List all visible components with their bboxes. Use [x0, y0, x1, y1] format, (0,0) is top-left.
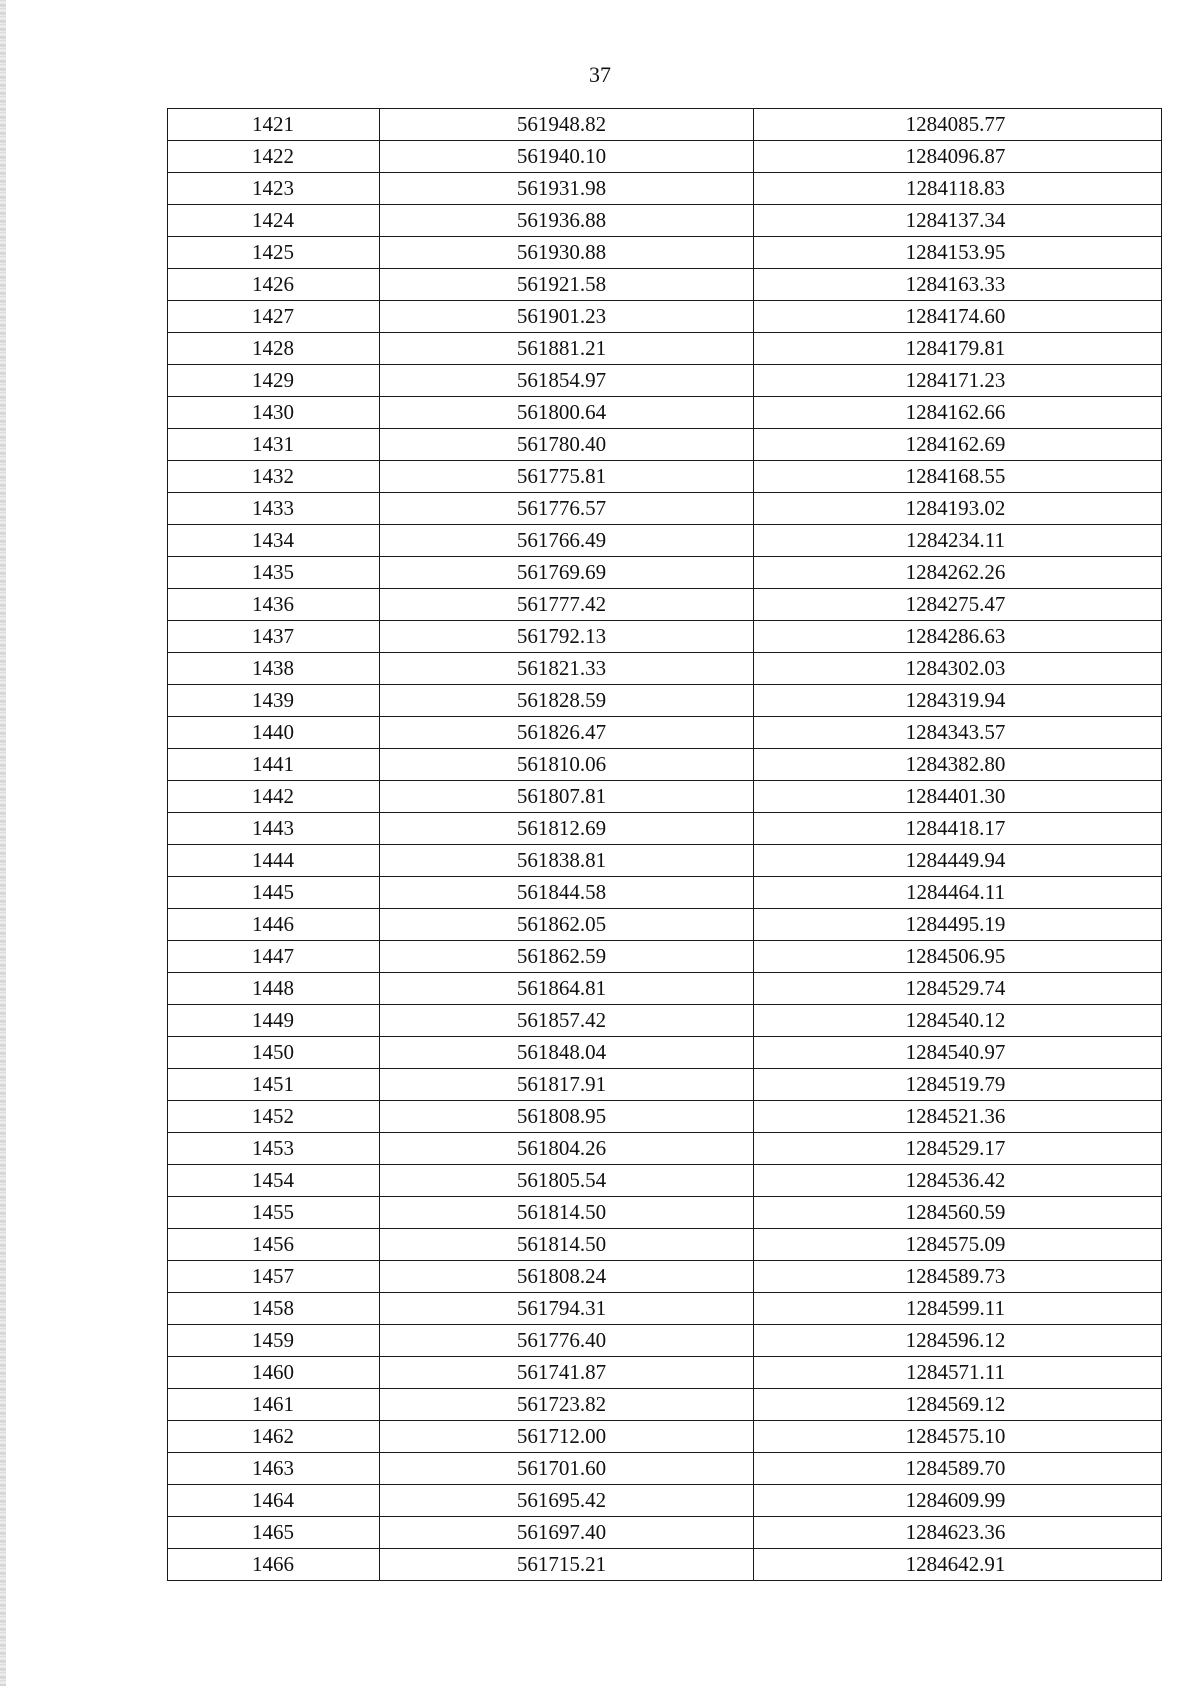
x-coordinate-cell: 561901.23	[380, 301, 754, 333]
x-coordinate-cell: 561864.81	[380, 973, 754, 1005]
table-row	[168, 749, 1162, 781]
x-coordinate-cell: 561810.06	[380, 749, 754, 781]
x-coordinate-cell: 561862.05	[380, 909, 754, 941]
y-coordinate-cell: 1284575.10	[754, 1421, 1162, 1453]
x-coordinate-cell: 561775.81	[380, 461, 754, 493]
table-row	[168, 781, 1162, 813]
table-row	[168, 1229, 1162, 1261]
point-number-cell: 1423	[168, 173, 380, 205]
y-coordinate-cell: 1284623.36	[754, 1517, 1162, 1549]
y-coordinate-cell: 1284234.11	[754, 525, 1162, 557]
table-row	[168, 1325, 1162, 1357]
point-number-cell: 1437	[168, 621, 380, 653]
x-coordinate-cell: 561807.81	[380, 781, 754, 813]
point-number-cell: 1439	[168, 685, 380, 717]
y-coordinate-cell: 1284506.95	[754, 941, 1162, 973]
x-coordinate-cell: 561780.40	[380, 429, 754, 461]
table-row	[168, 653, 1162, 685]
point-number-cell: 1460	[168, 1357, 380, 1389]
point-number-cell: 1445	[168, 877, 380, 909]
y-coordinate-cell: 1284589.73	[754, 1261, 1162, 1293]
x-coordinate-cell: 561817.91	[380, 1069, 754, 1101]
y-coordinate-cell: 1284401.30	[754, 781, 1162, 813]
point-number-cell: 1466	[168, 1549, 380, 1581]
y-coordinate-cell: 1284609.99	[754, 1485, 1162, 1517]
y-coordinate-cell: 1284085.77	[754, 109, 1162, 141]
table-row	[168, 685, 1162, 717]
y-coordinate-cell: 1284343.57	[754, 717, 1162, 749]
point-number-cell: 1438	[168, 653, 380, 685]
x-coordinate-cell: 561940.10	[380, 141, 754, 173]
point-number-cell: 1461	[168, 1389, 380, 1421]
point-number-cell: 1440	[168, 717, 380, 749]
y-coordinate-cell: 1284449.94	[754, 845, 1162, 877]
scan-edge	[0, 0, 6, 1686]
point-number-cell: 1436	[168, 589, 380, 621]
y-coordinate-cell: 1284171.23	[754, 365, 1162, 397]
y-coordinate-cell: 1284193.02	[754, 493, 1162, 525]
x-coordinate-cell: 561695.42	[380, 1485, 754, 1517]
point-number-cell: 1453	[168, 1133, 380, 1165]
y-coordinate-cell: 1284286.63	[754, 621, 1162, 653]
point-number-cell: 1433	[168, 493, 380, 525]
x-coordinate-cell: 561723.82	[380, 1389, 754, 1421]
table-row	[168, 141, 1162, 173]
x-coordinate-cell: 561931.98	[380, 173, 754, 205]
table-row	[168, 621, 1162, 653]
x-coordinate-cell: 561930.88	[380, 237, 754, 269]
page-number: 37	[589, 62, 611, 87]
point-number-cell: 1454	[168, 1165, 380, 1197]
y-coordinate-cell: 1284275.47	[754, 589, 1162, 621]
table-row	[168, 109, 1162, 141]
y-coordinate-cell: 1284599.11	[754, 1293, 1162, 1325]
table-row	[168, 237, 1162, 269]
point-number-cell: 1431	[168, 429, 380, 461]
table-row	[168, 1453, 1162, 1485]
point-number-cell: 1446	[168, 909, 380, 941]
y-coordinate-cell: 1284529.74	[754, 973, 1162, 1005]
y-coordinate-cell: 1284495.19	[754, 909, 1162, 941]
y-coordinate-cell: 1284163.33	[754, 269, 1162, 301]
x-coordinate-cell: 561776.57	[380, 493, 754, 525]
table-row	[168, 877, 1162, 909]
x-coordinate-cell: 561805.54	[380, 1165, 754, 1197]
y-coordinate-cell: 1284464.11	[754, 877, 1162, 909]
table-row	[168, 1293, 1162, 1325]
table-row	[168, 909, 1162, 941]
point-number-cell: 1432	[168, 461, 380, 493]
table-row	[168, 717, 1162, 749]
table-row	[168, 1357, 1162, 1389]
point-number-cell: 1449	[168, 1005, 380, 1037]
x-coordinate-cell: 561921.58	[380, 269, 754, 301]
x-coordinate-cell: 561808.24	[380, 1261, 754, 1293]
point-number-cell: 1459	[168, 1325, 380, 1357]
table-row	[168, 205, 1162, 237]
x-coordinate-cell: 561844.58	[380, 877, 754, 909]
y-coordinate-cell: 1284575.09	[754, 1229, 1162, 1261]
y-coordinate-cell: 1284642.91	[754, 1549, 1162, 1581]
point-number-cell: 1435	[168, 557, 380, 589]
y-coordinate-cell: 1284118.83	[754, 173, 1162, 205]
table-row	[168, 813, 1162, 845]
table-row	[168, 973, 1162, 1005]
y-coordinate-cell: 1284137.34	[754, 205, 1162, 237]
x-coordinate-cell: 561777.42	[380, 589, 754, 621]
x-coordinate-cell: 561804.26	[380, 1133, 754, 1165]
point-number-cell: 1450	[168, 1037, 380, 1069]
point-number-cell: 1444	[168, 845, 380, 877]
table-row	[168, 397, 1162, 429]
y-coordinate-cell: 1284521.36	[754, 1101, 1162, 1133]
table-row	[168, 429, 1162, 461]
x-coordinate-cell: 561769.69	[380, 557, 754, 589]
x-coordinate-cell: 561776.40	[380, 1325, 754, 1357]
y-coordinate-cell: 1284162.69	[754, 429, 1162, 461]
x-coordinate-cell: 561712.00	[380, 1421, 754, 1453]
y-coordinate-cell: 1284302.03	[754, 653, 1162, 685]
x-coordinate-cell: 561821.33	[380, 653, 754, 685]
coordinates-table-body	[168, 109, 1162, 1581]
x-coordinate-cell: 561792.13	[380, 621, 754, 653]
x-coordinate-cell: 561936.88	[380, 205, 754, 237]
point-number-cell: 1429	[168, 365, 380, 397]
table-row	[168, 1037, 1162, 1069]
y-coordinate-cell: 1284262.26	[754, 557, 1162, 589]
point-number-cell: 1455	[168, 1197, 380, 1229]
table-row	[168, 173, 1162, 205]
table-row	[168, 333, 1162, 365]
y-coordinate-cell: 1284536.42	[754, 1165, 1162, 1197]
y-coordinate-cell: 1284540.97	[754, 1037, 1162, 1069]
point-number-cell: 1462	[168, 1421, 380, 1453]
table-row	[168, 1549, 1162, 1581]
y-coordinate-cell: 1284319.94	[754, 685, 1162, 717]
table-row	[168, 1069, 1162, 1101]
point-number-cell: 1425	[168, 237, 380, 269]
coordinates-table	[167, 108, 1162, 1581]
point-number-cell: 1457	[168, 1261, 380, 1293]
x-coordinate-cell: 561814.50	[380, 1197, 754, 1229]
point-number-cell: 1456	[168, 1229, 380, 1261]
y-coordinate-cell: 1284382.80	[754, 749, 1162, 781]
x-coordinate-cell: 561812.69	[380, 813, 754, 845]
y-coordinate-cell: 1284589.70	[754, 1453, 1162, 1485]
x-coordinate-cell: 561800.64	[380, 397, 754, 429]
point-number-cell: 1464	[168, 1485, 380, 1517]
x-coordinate-cell: 561715.21	[380, 1549, 754, 1581]
y-coordinate-cell: 1284162.66	[754, 397, 1162, 429]
x-coordinate-cell: 561826.47	[380, 717, 754, 749]
x-coordinate-cell: 561808.95	[380, 1101, 754, 1133]
y-coordinate-cell: 1284168.55	[754, 461, 1162, 493]
point-number-cell: 1422	[168, 141, 380, 173]
x-coordinate-cell: 561794.31	[380, 1293, 754, 1325]
table-row	[168, 1485, 1162, 1517]
x-coordinate-cell: 561948.82	[380, 109, 754, 141]
table-row	[168, 1389, 1162, 1421]
y-coordinate-cell: 1284096.87	[754, 141, 1162, 173]
table-row	[168, 365, 1162, 397]
x-coordinate-cell: 561848.04	[380, 1037, 754, 1069]
x-coordinate-cell: 561857.42	[380, 1005, 754, 1037]
point-number-cell: 1441	[168, 749, 380, 781]
table-row	[168, 301, 1162, 333]
y-coordinate-cell: 1284560.59	[754, 1197, 1162, 1229]
table-row	[168, 1101, 1162, 1133]
point-number-cell: 1427	[168, 301, 380, 333]
table-row	[168, 1517, 1162, 1549]
point-number-cell: 1452	[168, 1101, 380, 1133]
table-row	[168, 1133, 1162, 1165]
point-number-cell: 1448	[168, 973, 380, 1005]
x-coordinate-cell: 561862.59	[380, 941, 754, 973]
x-coordinate-cell: 561697.40	[380, 1517, 754, 1549]
point-number-cell: 1465	[168, 1517, 380, 1549]
table-row	[168, 845, 1162, 877]
point-number-cell: 1442	[168, 781, 380, 813]
table-row	[168, 589, 1162, 621]
x-coordinate-cell: 561766.49	[380, 525, 754, 557]
point-number-cell: 1447	[168, 941, 380, 973]
point-number-cell: 1434	[168, 525, 380, 557]
point-number-cell: 1443	[168, 813, 380, 845]
y-coordinate-cell: 1284571.11	[754, 1357, 1162, 1389]
y-coordinate-cell: 1284174.60	[754, 301, 1162, 333]
table-row	[168, 1421, 1162, 1453]
x-coordinate-cell: 561881.21	[380, 333, 754, 365]
point-number-cell: 1458	[168, 1293, 380, 1325]
y-coordinate-cell: 1284418.17	[754, 813, 1162, 845]
y-coordinate-cell: 1284569.12	[754, 1389, 1162, 1421]
point-number-cell: 1451	[168, 1069, 380, 1101]
y-coordinate-cell: 1284519.79	[754, 1069, 1162, 1101]
x-coordinate-cell: 561838.81	[380, 845, 754, 877]
table-row	[168, 1005, 1162, 1037]
table-row	[168, 1197, 1162, 1229]
point-number-cell: 1424	[168, 205, 380, 237]
x-coordinate-cell: 561854.97	[380, 365, 754, 397]
y-coordinate-cell: 1284529.17	[754, 1133, 1162, 1165]
table-row	[168, 1165, 1162, 1197]
y-coordinate-cell: 1284596.12	[754, 1325, 1162, 1357]
y-coordinate-cell: 1284179.81	[754, 333, 1162, 365]
point-number-cell: 1428	[168, 333, 380, 365]
table-row	[168, 493, 1162, 525]
x-coordinate-cell: 561814.50	[380, 1229, 754, 1261]
table-row	[168, 1261, 1162, 1293]
point-number-cell: 1426	[168, 269, 380, 301]
point-number-cell: 1421	[168, 109, 380, 141]
point-number-cell: 1430	[168, 397, 380, 429]
table-row	[168, 461, 1162, 493]
y-coordinate-cell: 1284153.95	[754, 237, 1162, 269]
x-coordinate-cell: 561828.59	[380, 685, 754, 717]
table-row	[168, 557, 1162, 589]
table-row	[168, 941, 1162, 973]
table-row	[168, 525, 1162, 557]
y-coordinate-cell: 1284540.12	[754, 1005, 1162, 1037]
table-row	[168, 269, 1162, 301]
point-number-cell: 1463	[168, 1453, 380, 1485]
x-coordinate-cell: 561701.60	[380, 1453, 754, 1485]
x-coordinate-cell: 561741.87	[380, 1357, 754, 1389]
